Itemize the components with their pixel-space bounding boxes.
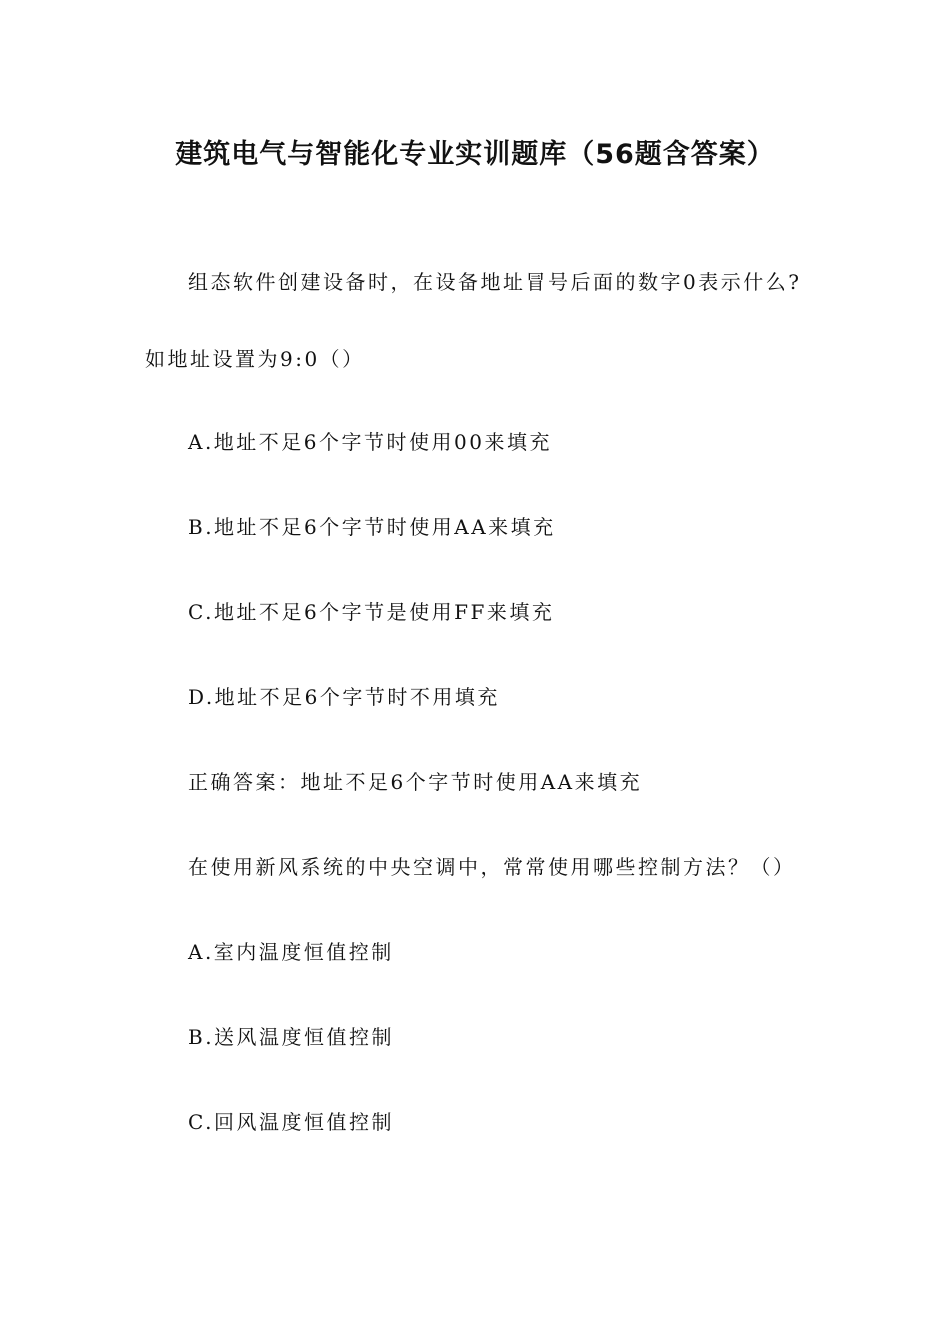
question-1-stem-line-1: 组态软件创建设备时，在设备地址冒号后面的数字0表示什么? xyxy=(188,270,802,294)
question-1-option-a: A.地址不足6个字节时使用00来填充 xyxy=(188,430,552,454)
question-1-option-b: B.地址不足6个字节时使用AA来填充 xyxy=(188,515,556,539)
question-1-option-c: C.地址不足6个字节是使用FF来填充 xyxy=(188,600,555,624)
question-1-option-d: D.地址不足6个字节时不用填充 xyxy=(188,685,500,709)
question-2-option-c: C.回风温度恒值控制 xyxy=(188,1110,394,1134)
question-2-option-a: A.室内温度恒值控制 xyxy=(188,940,394,964)
question-2-stem: 在使用新风系统的中央空调中，常常使用哪些控制方法？（） xyxy=(188,855,796,879)
question-1-answer: 正确答案：地址不足6个字节时使用AA来填充 xyxy=(188,770,643,794)
question-2-option-b: B.送风温度恒值控制 xyxy=(188,1025,395,1049)
question-1-stem-line-2: 如地址设置为9:0（） xyxy=(145,347,365,371)
document-title: 建筑电气与智能化专业实训题库（56题含答案） xyxy=(175,139,775,170)
